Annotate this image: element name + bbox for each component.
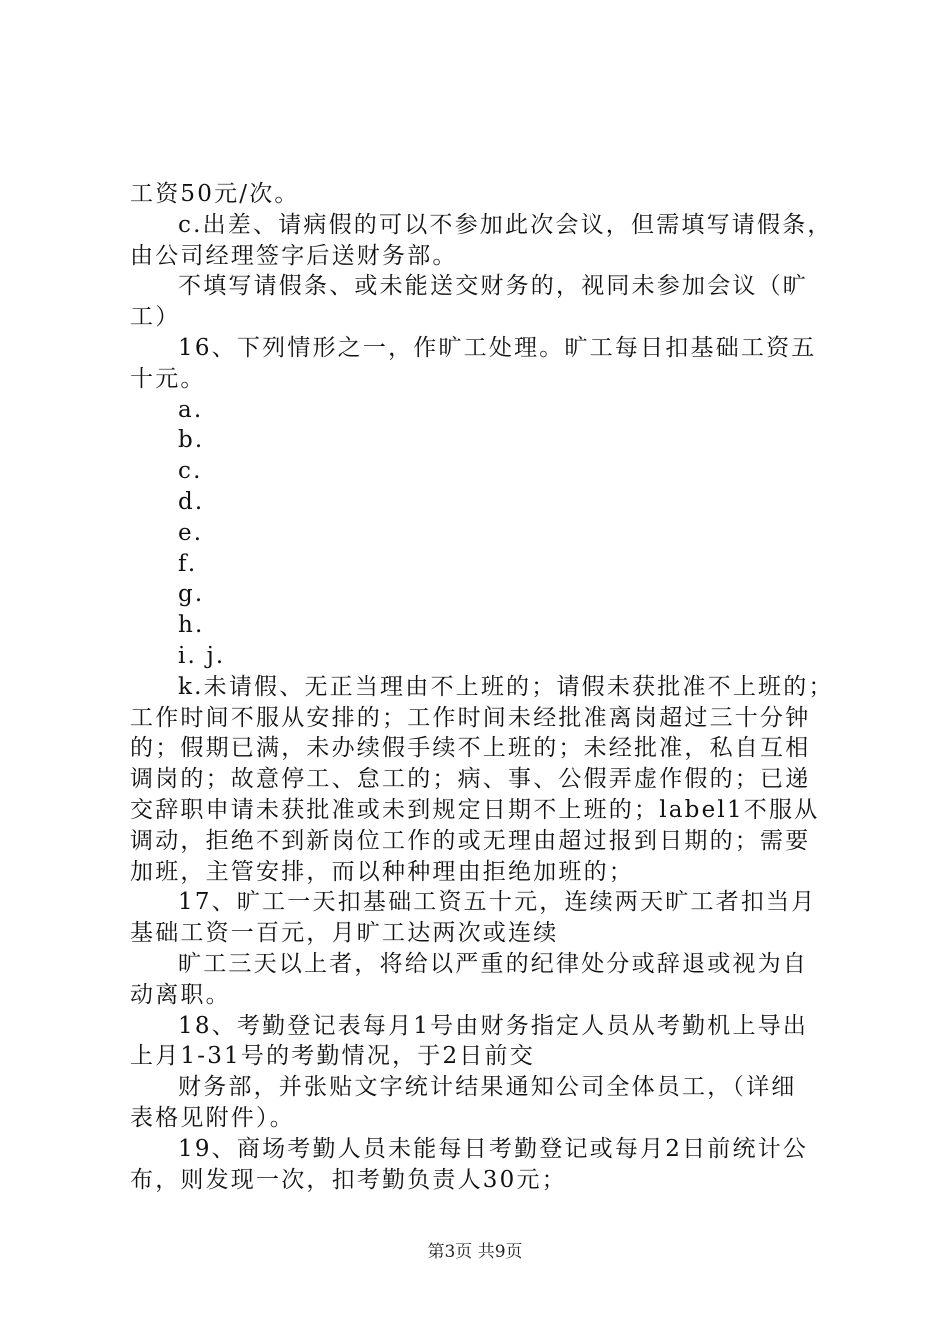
text-line: b. <box>178 427 205 454</box>
text-line: 上月1-31号的考勤情况，于2日前交 <box>130 1043 535 1070</box>
text-line: 调岗的；故意停工、怠工的；病、事、公假弄虚作假的；已递 <box>130 766 811 793</box>
text-line: 加班，主管安排，而以种种理由拒绝加班的； <box>130 858 634 885</box>
text-line: 旷工三天以上者，将给以严重的纪律处分或辞退或视为自 <box>178 950 808 977</box>
text-line: i. j. <box>178 642 226 669</box>
text-line: 工作时间不服从安排的；工作时间未经批准离岗超过三十分钟 <box>130 704 811 731</box>
text-line: 交辞职申请未获批准或未到规定日期不上班的；label1不服从 <box>130 796 820 823</box>
page-footer: 第3页 共9页 <box>427 1242 523 1262</box>
text-line: 调动，拒绝不到新岗位工作的或无理由超过报到日期的；需要 <box>130 827 811 854</box>
text-line: 不填写请假条、或未能送交财务的，视同未参加会议（旷 <box>178 273 808 300</box>
text-line: 动离职。 <box>130 981 231 1008</box>
text-line: e. <box>178 519 204 546</box>
text-line: 的；假期已满，未办续假手续不上班的；未经批准，私自互相 <box>130 735 811 762</box>
text-line: k.未请假、无正当理由不上班的；请假未获批准不上班的； <box>178 673 834 700</box>
text-line: c.出差、请病假的可以不参加此次会议，但需填写请假条， <box>178 211 833 238</box>
text-line: 工资50元/次。 <box>130 181 300 207</box>
text-line: 19、商场考勤人员未能每日考勤登记或每月2日前统计公 <box>178 1135 809 1162</box>
text-line: 基础工资一百元，月旷工达两次或连续 <box>130 920 559 947</box>
text-line: f. <box>178 550 198 577</box>
text-line: 财务部，并张贴文字统计结果通知公司全体员工，（详细 <box>178 1074 797 1101</box>
text-line: 由公司经理签字后送财务部。 <box>130 242 458 269</box>
text-line: h. <box>178 612 205 639</box>
text-line: 16、下列情形之一，作旷工处理。旷工每日扣基础工资五 <box>178 334 817 361</box>
text-line: g. <box>178 581 205 608</box>
text-line: 布，则发现一次，扣考勤负责人30元； <box>130 1166 567 1193</box>
text-line: d. <box>178 488 205 515</box>
text-line: 工） <box>130 304 181 331</box>
text-line: 十元。 <box>130 365 206 392</box>
text-line: a. <box>178 396 204 423</box>
text-line: c. <box>178 458 203 485</box>
text-line: 18、考勤登记表每月1号由财务指定人员从考勤机上导出 <box>178 1012 809 1039</box>
text-line: 17、旷工一天扣基础工资五十元，连续两天旷工者扣当月 <box>178 889 817 916</box>
document-body <box>130 179 835 1195</box>
text-line: 表格见附件）。 <box>130 1104 295 1131</box>
